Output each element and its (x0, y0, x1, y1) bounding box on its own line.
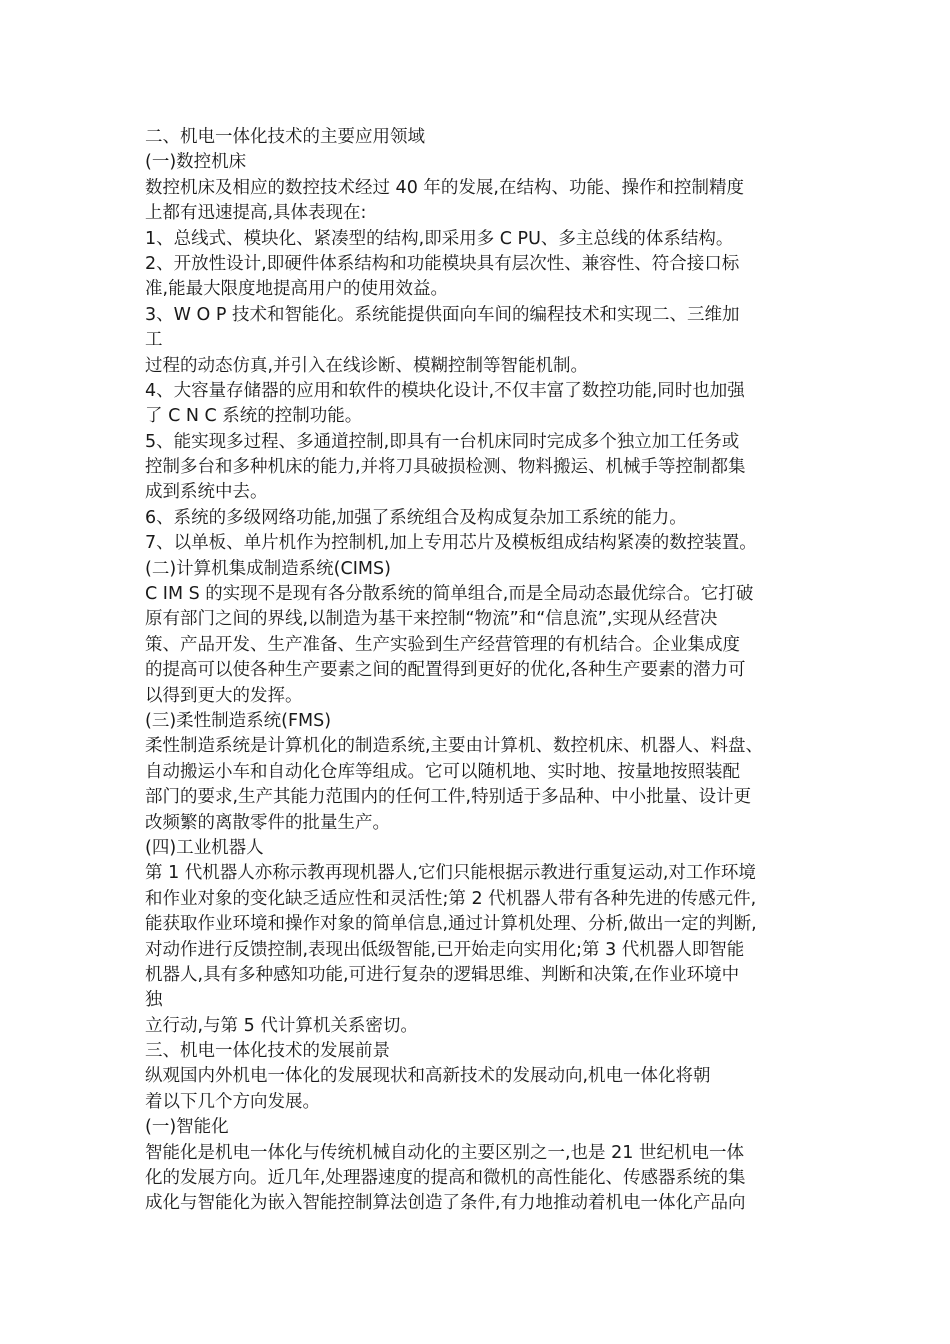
subsection-heading: (二)计算机集成制造系统(CIMS) (145, 558, 391, 579)
paragraph-line: 成到系统中去。 (145, 482, 268, 503)
paragraph-line: 了 C N C 系统的控制功能。 (145, 406, 363, 427)
paragraph-line: 对动作进行反馈控制,表现出低级智能,已开始走向实用化;第 3 代机器人即智能 (145, 939, 745, 960)
paragraph-line: 原有部门之间的界线,以制造为基干来控制“物流”和“信息流”,实现从经营决 (145, 609, 718, 630)
section-heading: 二、机电一体化技术的主要应用领域 (145, 127, 425, 147)
paragraph-line: 部门的要求,生产其能力范围内的任何工件,特别适于多品种、中小批量、设计更 (145, 787, 752, 808)
list-item: 7、以单板、单片机作为控制机,加上专用芯片及模板组成结构紧凑的数控装置。 (145, 533, 757, 554)
paragraph-line: 策、产品开发、生产准备、生产实验到生产经营管理的有机结合。企业集成度 (145, 634, 740, 655)
section-heading: 三、机电一体化技术的发展前景 (145, 1041, 390, 1062)
paragraph-line: 机器人,具有多种感知功能,可进行复杂的逻辑思维、判断和决策,在作业环境中 (145, 964, 740, 985)
paragraph-line: 控制多台和多种机床的能力,并将刀具破损检测、物料搬运、机械手等控制都集 (145, 457, 746, 478)
paragraph-line: 上都有迅速提高,具体表现在: (145, 203, 367, 224)
paragraph-line: 柔性制造系统是计算机化的制造系统,主要由计算机、数控机床、机器人、料盘、 (145, 736, 764, 757)
document-body (145, 125, 815, 1217)
subsection-heading: (一)智能化 (145, 1117, 229, 1138)
paragraph-line: 独 (145, 990, 163, 1011)
paragraph-line: 过程的动态仿真,并引入在线诊断、模糊控制等智能机制。 (145, 355, 589, 376)
list-item: 5、能实现多过程、多通道控制,即具有一台机床同时完成多个独立加工任务或 (145, 431, 740, 452)
paragraph-line: 化的发展方向。近几年,处理器速度的提高和微机的高性能化、传感器系统的集 (145, 1168, 746, 1189)
paragraph-line: 着以下几个方向发展。 (145, 1091, 320, 1112)
paragraph-line: 和作业对象的变化缺乏适应性和灵活性;第 2 代机器人带有各种先进的传感元件, (145, 888, 757, 909)
paragraph-line: C IM S 的实现不是现有各分散系统的简单组合,而是全局动态最优综合。它打破 (145, 584, 754, 605)
paragraph-line: 自动搬运小车和自动化仓库等组成。它可以随机地、实时地、按量地按照装配 (145, 761, 740, 782)
list-item: 2、开放性设计,即硬件体系结构和功能模块具有层次性、兼容性、符合接口标 (145, 253, 740, 274)
paragraph-line: 数控机床及相应的数控技术经过 40 年的发展,在结构、功能、操作和控制精度 (145, 177, 744, 198)
paragraph-line: 智能化是机电一体化与传统机械自动化的主要区别之一,也是 21 世纪机电一体 (145, 1142, 744, 1163)
list-item: 3、W O P 技术和智能化。系统能提供面向车间的编程技术和实现二、三维加 (145, 304, 740, 325)
paragraph-line: 纵观国内外机电一体化的发展现状和高新技术的发展动向,机电一体化将朝 (145, 1066, 711, 1087)
paragraph-line: 第 1 代机器人亦称示教再现机器人,它们只能根据示教进行重复运动,对工作环境 (145, 863, 756, 884)
paragraph-line: 能获取作业环境和操作对象的简单信息,通过计算机处理、分析,做出一定的判断, (145, 914, 757, 935)
subsection-heading: (一)数控机床 (145, 152, 247, 173)
paragraph-line: 的提高可以使各种生产要素之间的配置得到更好的优化,各种生产要素的潜力可 (145, 660, 746, 681)
paragraph-line: 改频繁的离散零件的批量生产。 (145, 812, 390, 833)
paragraph-line: 准,能最大限度地提高用户的使用效益。 (145, 279, 449, 300)
list-item: 1、总线式、模块化、紧凑型的结构,即采用多 C PU、多主总线的体系结构。 (145, 228, 734, 249)
list-item: 4、大容量存储器的应用和软件的模块化设计,不仅丰富了数控功能,同时也加强 (145, 380, 745, 401)
paragraph-line: 立行动,与第 5 代计算机关系密切。 (145, 1015, 418, 1036)
subsection-heading: (四)工业机器人 (145, 837, 264, 858)
subsection-heading: (三)柔性制造系统(FMS) (145, 710, 332, 731)
paragraph-line: 以得到更大的发挥。 (145, 685, 303, 706)
list-item: 6、系统的多级网络功能,加强了系统组合及构成复杂加工系统的能力。 (145, 507, 687, 528)
paragraph-line: 成化与智能化为嵌入智能控制算法创造了条件,有力地推动着机电一体化产品向 (145, 1193, 746, 1214)
paragraph-line: 工 (145, 330, 163, 351)
